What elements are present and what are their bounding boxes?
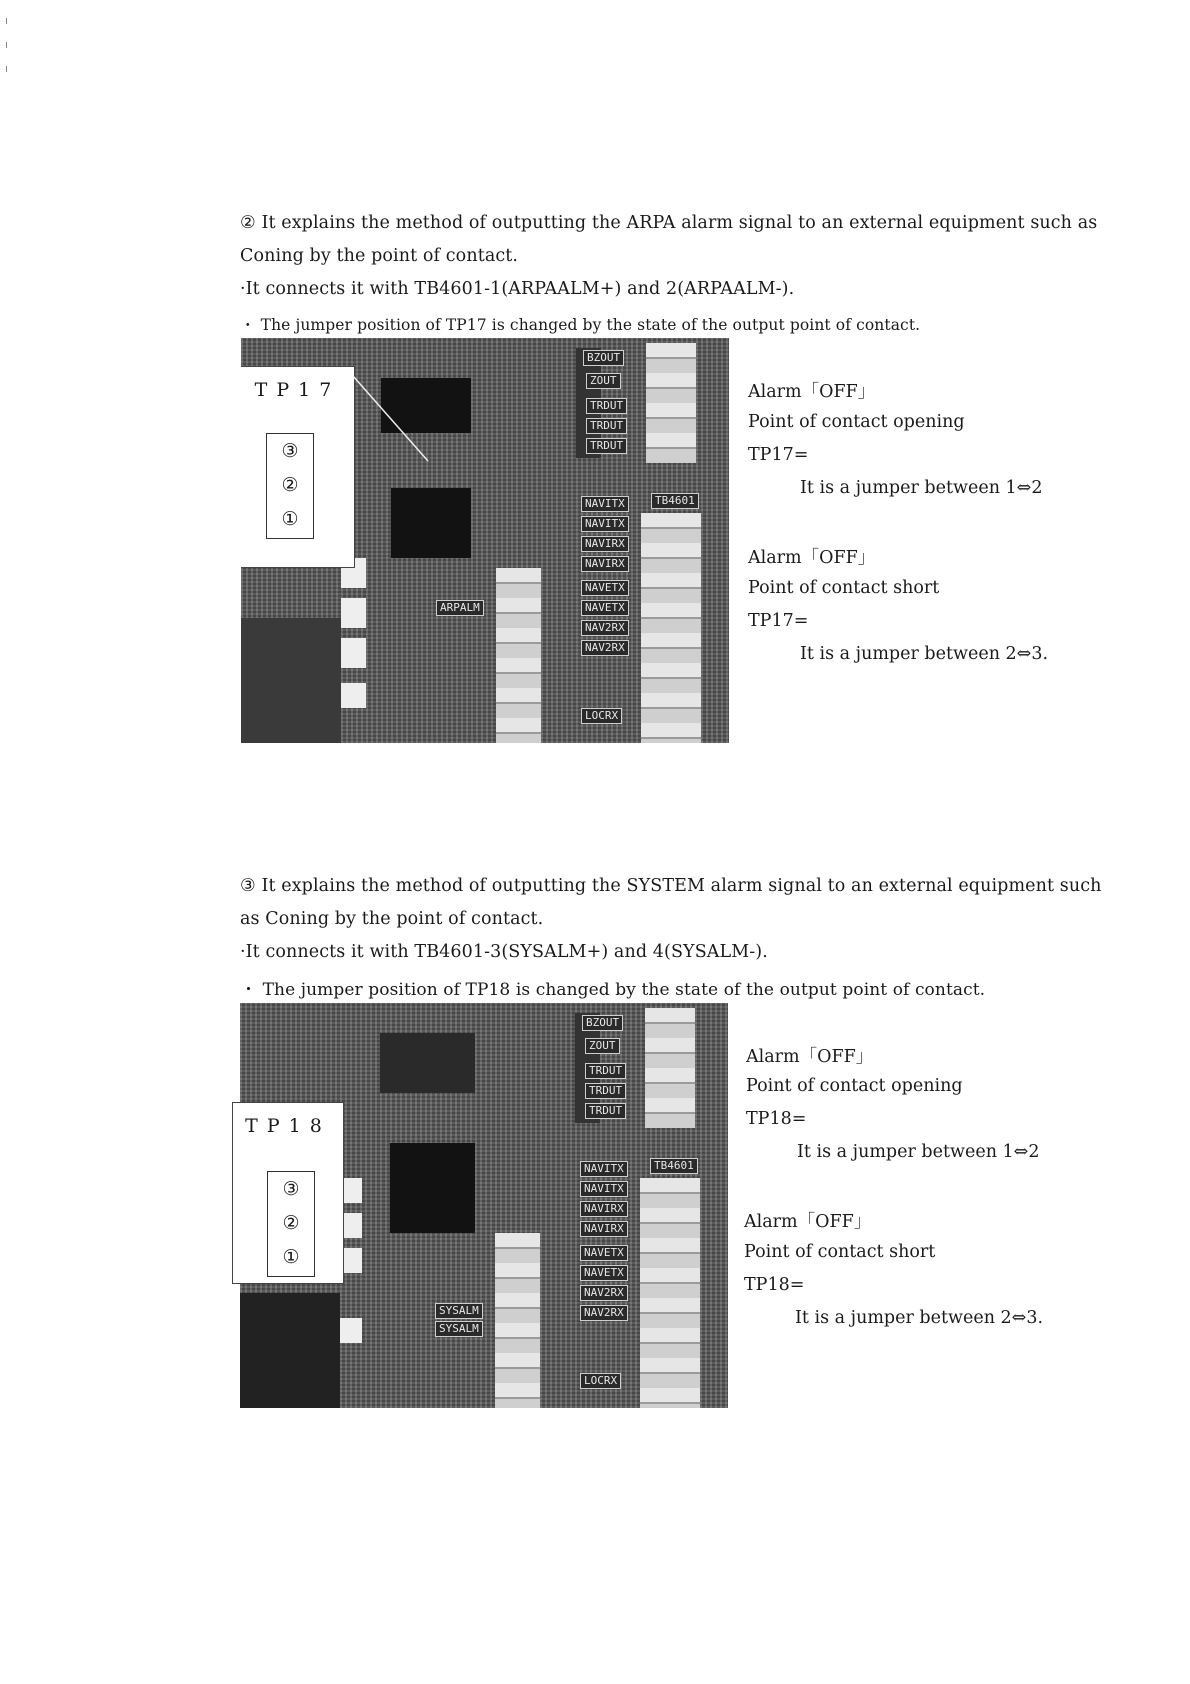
tp18-state1-jumper: It is a jumper between 1⇔2	[797, 1142, 1040, 1162]
terminal-block	[495, 1233, 540, 1408]
board-component	[341, 598, 366, 628]
board-component	[340, 1318, 362, 1343]
board-label: NAVITX	[581, 496, 629, 512]
board-label: NAVIRX	[581, 556, 629, 572]
tp17-state1-contact: Point of contact opening	[748, 412, 965, 432]
board-label: NAVETX	[580, 1265, 628, 1281]
board-label: NAVITX	[581, 516, 629, 532]
tp17-jumper-pins	[266, 433, 314, 539]
section3-jumper-note: ・ The jumper position of TP18 is changed by the state of the output point of contact.	[240, 980, 986, 1000]
tp18-callout	[232, 1102, 344, 1284]
board-label: TRDUT	[585, 1103, 626, 1119]
section2-jumper-note: ・ The jumper position of TP17 is changed by the state of the output point of contact.	[240, 316, 921, 334]
board-label: NAVETX	[580, 1245, 628, 1261]
pin-2: ②	[282, 1212, 300, 1234]
board-label: NAV2RX	[581, 640, 629, 656]
board-label: BZOUT	[583, 350, 624, 366]
board-label: ZOUT	[585, 1038, 620, 1054]
tp18-state1-contact: Point of contact opening	[746, 1076, 963, 1096]
pin-1: ①	[282, 1246, 300, 1268]
tp17-state1-alarm: Alarm「OFF」	[748, 382, 876, 402]
board-label: ZOUT	[586, 373, 621, 389]
board-label: NAVITX	[580, 1161, 628, 1177]
board-label: NAV2RX	[580, 1305, 628, 1321]
board-label: TRDUT	[585, 1063, 626, 1079]
tp17-label: TP17	[254, 379, 341, 401]
board-label: TB4601	[650, 1158, 698, 1174]
section3-intro-line2: as Coning by the point of contact.	[240, 909, 544, 929]
tp18-state1-alarm: Alarm「OFF」	[746, 1047, 874, 1067]
circuit-board-photo-tp17	[241, 338, 729, 743]
tp17-state2-contact: Point of contact short	[748, 578, 940, 598]
board-label: NAVIRX	[580, 1201, 628, 1217]
board-component	[380, 1033, 475, 1093]
tp17-state1-jumper: It is a jumper between 1⇔2	[800, 478, 1043, 498]
terminal-block	[496, 568, 541, 743]
tp17-state2-jumper: It is a jumper between 2⇔3.	[800, 644, 1049, 664]
scan-margin-marks	[6, 18, 10, 78]
section2-intro-line1: ② It explains the method of outputting the ARPA alarm signal to an external equipment such as	[240, 213, 1098, 233]
terminal-block	[646, 343, 696, 463]
terminal-block-tb4601	[641, 513, 701, 743]
board-label: ARPALM	[436, 600, 484, 616]
terminal-block-tb4601	[640, 1178, 700, 1408]
tp18-state2-jumper: It is a jumper between 2⇔3.	[795, 1308, 1044, 1328]
section3-intro-line1: ③ It explains the method of outputting the SYSTEM alarm signal to an external equipment such	[240, 876, 1102, 896]
board-area	[240, 1293, 340, 1408]
tp17-callout	[241, 366, 355, 568]
board-label: TRDUT	[586, 438, 627, 454]
board-component	[341, 683, 366, 708]
board-label: NAVITX	[580, 1181, 628, 1197]
section2-intro-line2: Coning by the point of contact.	[240, 246, 519, 266]
pin-3: ③	[281, 440, 299, 462]
terminal-block	[645, 1008, 695, 1128]
board-label: SYSALM	[435, 1303, 483, 1319]
tp18-state2-alarm: Alarm「OFF」	[744, 1212, 872, 1232]
tp17-state1-tp: TP17=	[748, 445, 809, 465]
board-label: NAVIRX	[580, 1221, 628, 1237]
pin-3: ③	[282, 1178, 300, 1200]
board-label: NAVETX	[581, 580, 629, 596]
tp17-state2-alarm: Alarm「OFF」	[748, 548, 876, 568]
board-area	[241, 618, 341, 743]
board-label: NAV2RX	[580, 1285, 628, 1301]
board-label: LOCRX	[581, 708, 622, 724]
board-label: TRDUT	[586, 418, 627, 434]
tp18-jumper-pins	[267, 1171, 315, 1277]
tp18-label: TP18	[245, 1115, 331, 1137]
section2-connection-line: ·It connects it with TB4601-1(ARPAALM+) and 2(ARPAALM-).	[240, 279, 795, 299]
board-label: SYSALM	[435, 1321, 483, 1337]
tp17-state2-tp: TP17=	[748, 611, 809, 631]
tp18-state2-contact: Point of contact short	[744, 1242, 936, 1262]
board-label: NAVETX	[581, 600, 629, 616]
board-component	[390, 1143, 475, 1233]
callout-pointer-line	[353, 366, 433, 466]
tp18-state1-tp: TP18=	[746, 1109, 807, 1129]
board-label: NAV2RX	[581, 620, 629, 636]
board-component	[391, 488, 471, 558]
board-label: BZOUT	[582, 1015, 623, 1031]
board-component	[341, 638, 366, 668]
pin-2: ②	[281, 474, 299, 496]
board-label: TRDUT	[585, 1083, 626, 1099]
board-label: TRDUT	[586, 398, 627, 414]
tp18-state2-tp: TP18=	[744, 1275, 805, 1295]
board-label: LOCRX	[580, 1373, 621, 1389]
section3-connection-line: ·It connects it with TB4601-3(SYSALM+) and 4(SYSALM-).	[240, 942, 768, 962]
board-label: TB4601	[651, 493, 699, 509]
pin-1: ①	[281, 508, 299, 530]
board-label: NAVIRX	[581, 536, 629, 552]
